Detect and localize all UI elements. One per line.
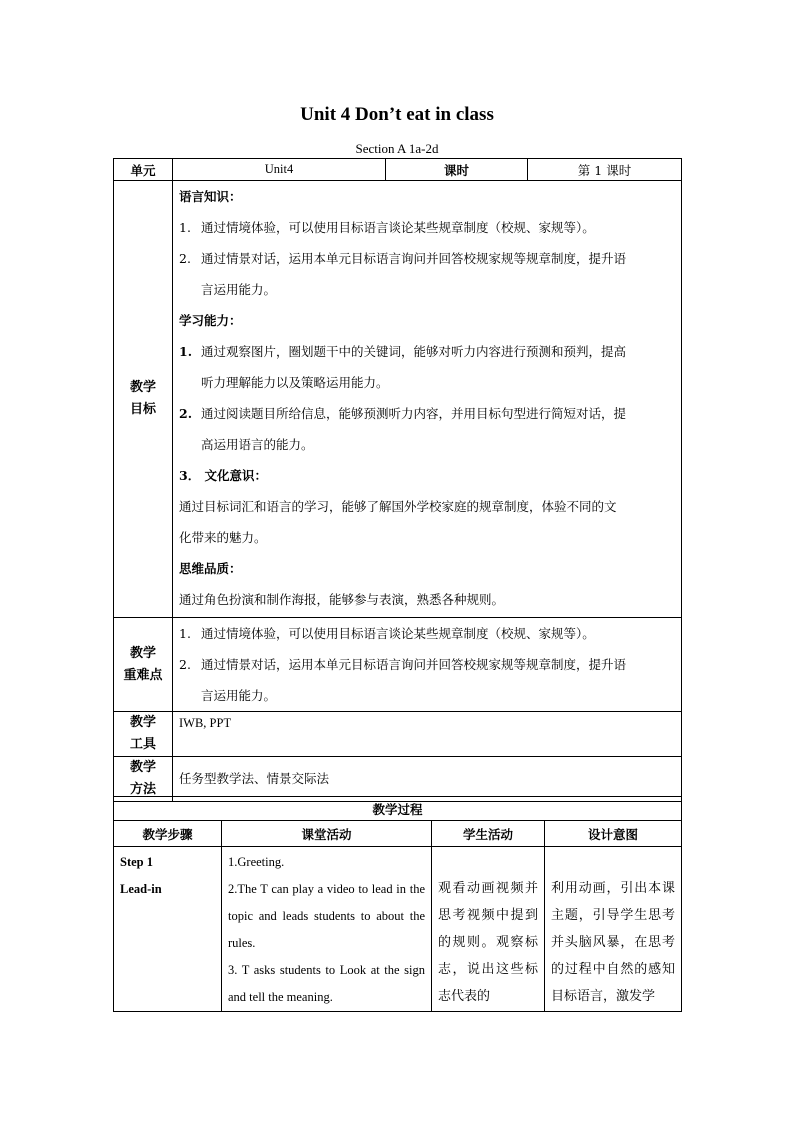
- ability-item: 2. 通过阅读题目所给信息，能够预测听力内容，并用目标句型进行简短对话，提: [179, 406, 627, 421]
- methods-value: 任务型教学法、情景交际法: [173, 757, 682, 802]
- language-item: 1. 通过情境体验，可以使用目标语言谈论某些规章制度（校规、家规等）。: [179, 220, 595, 235]
- ability-item-continued: 高运用语言的能力。: [201, 437, 314, 452]
- step-cell: [114, 847, 222, 1012]
- language-item: 2. 通过情景对话，运用本单元目标语言询问并回答校规家规等规章制度，提升语: [179, 251, 627, 266]
- student-activity-cell: [432, 847, 545, 1012]
- key-point-item: 2. 通过情景对话，运用本单元目标语言询问并回答校规家规等规章制度，提升语: [179, 657, 627, 672]
- key-points-label: 教学 重难点: [114, 618, 173, 712]
- language-item-continued: 言运用能力。: [201, 282, 277, 297]
- thinking-title: 思维品质：: [179, 561, 242, 576]
- learning-ability-title: 学习能力：: [179, 313, 242, 328]
- activities-cell: [222, 847, 432, 1012]
- activity-item: 3. T asks students to Look at the sign and tell the meaning.: [228, 963, 425, 1004]
- student-activity-text: 观看动画视频并思考视频中提到的规则。观察标志，说出这些标志代表的: [438, 881, 538, 1004]
- column-header-intent: 设计意图: [545, 821, 682, 847]
- period-value: 第 1 课时: [528, 159, 682, 181]
- teaching-process-table: [113, 796, 682, 1012]
- thinking-text: 通过角色扮演和制作海报，能够参与表演，熟悉各种规则。: [179, 592, 505, 607]
- key-point-item-continued: 言运用能力。: [201, 688, 277, 703]
- lesson-plan-table: [113, 158, 682, 802]
- period-label: 课时: [386, 159, 528, 181]
- ability-item: 1. 通过观察图片，圈划题干中的关键词，能够对听力内容进行预测和预判，提高: [179, 344, 627, 359]
- process-title: 教学过程: [114, 797, 682, 821]
- document-title: Unit 4 Don’t eat in class: [300, 104, 494, 125]
- key-points-content: [173, 618, 682, 712]
- design-intent-text: 利用动画，引出本课主题，引导学生思考并头脑风暴，在思考的过程中自然的感知目标语言，激发学: [551, 881, 676, 1004]
- step-name: Lead-in: [120, 882, 162, 896]
- language-knowledge-title: 语言知识：: [179, 189, 242, 204]
- unit-label: 单元: [114, 159, 173, 181]
- methods-label: 教学 方法: [114, 757, 173, 802]
- activity-item: 2.The T can play a video to lead in the topic and leads students to about the rules.: [228, 882, 425, 950]
- tools-value: IWB, PPT: [173, 712, 682, 757]
- design-intent-cell: [545, 847, 682, 1012]
- culture-text-continued: 化带来的魅力。: [179, 530, 267, 545]
- activity-item: 1.Greeting.: [228, 855, 285, 869]
- ability-item-continued: 听力理解能力以及策略运用能力。: [201, 375, 389, 390]
- column-header-steps: 教学步骤: [114, 821, 222, 847]
- culture-title: 3． 文化意识：: [179, 468, 268, 483]
- section-subtitle: Section A 1a-2d: [355, 141, 439, 156]
- key-point-item: 1. 通过情境体验，可以使用目标语言谈论某些规章制度（校规、家规等）。: [179, 626, 595, 641]
- step-number: Step 1: [120, 855, 153, 869]
- column-header-student: 学生活动: [432, 821, 545, 847]
- column-header-activities: 课堂活动: [222, 821, 432, 847]
- unit-value: Unit4: [173, 159, 386, 181]
- tools-label: 教学 工具: [114, 712, 173, 757]
- culture-text: 通过目标词汇和语言的学习，能够了解国外学校家庭的规章制度，体验不同的文: [179, 499, 617, 514]
- objectives-content: [173, 181, 682, 618]
- objectives-label: 教学 目标: [114, 181, 173, 618]
